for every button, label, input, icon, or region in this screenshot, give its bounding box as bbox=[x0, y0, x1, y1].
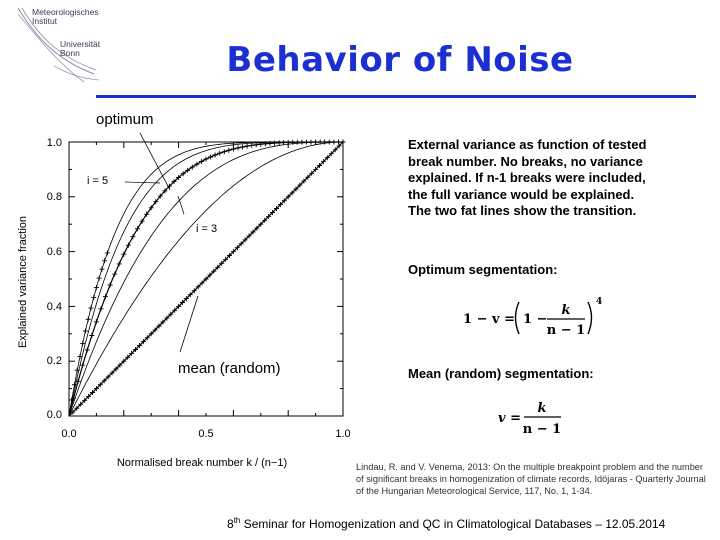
y-axis-label: Explained variance fraction bbox=[17, 215, 29, 349]
optimum-marker bbox=[240, 145, 245, 150]
optimum-marker bbox=[313, 140, 318, 145]
label-i5: i = 5 bbox=[87, 175, 109, 187]
eq-mean-lhs: v = bbox=[498, 411, 521, 426]
optimum-heading: Optimum segmentation: bbox=[408, 262, 558, 277]
i5-marker bbox=[99, 267, 104, 272]
optimum-marker bbox=[99, 306, 104, 311]
x-tick-label: 1.0 bbox=[335, 428, 351, 440]
optimum-marker bbox=[204, 157, 209, 162]
optimum-marker bbox=[135, 226, 140, 231]
logo-text-line4: Bonn bbox=[60, 48, 80, 58]
label-i3: i = 3 bbox=[196, 223, 218, 235]
footer-sup: th bbox=[233, 516, 241, 525]
y-tick-label: 0.4 bbox=[46, 301, 62, 313]
x-tick-label: 0.5 bbox=[198, 428, 214, 440]
optimum-marker bbox=[299, 140, 304, 145]
i5-marker bbox=[105, 250, 110, 255]
logo-text-line3: Universität bbox=[60, 39, 101, 49]
i5-marker bbox=[94, 285, 99, 290]
mean-random-label: mean (random) bbox=[178, 360, 281, 377]
optimum-marker bbox=[304, 140, 309, 145]
optimum-marker bbox=[331, 140, 336, 145]
logo-text-line2: Institut bbox=[32, 16, 58, 26]
y-tick-labels bbox=[47, 137, 62, 421]
eq-opt-den: n − 1 bbox=[546, 323, 586, 338]
optimum-marker bbox=[80, 363, 85, 368]
eq-mean-den: n − 1 bbox=[522, 422, 562, 437]
i5-marker bbox=[83, 329, 88, 334]
eq-opt-one: 1 − bbox=[523, 312, 548, 327]
optimum-marker bbox=[199, 159, 204, 164]
optimum-marker bbox=[236, 145, 241, 150]
optimum-marker bbox=[249, 143, 254, 148]
y-tick-label: 0.0 bbox=[46, 409, 62, 421]
slide-title: Behavior of Noise bbox=[226, 40, 574, 80]
variance-figure bbox=[0, 120, 400, 480]
footer-prefix: 8 bbox=[227, 517, 234, 531]
x-axis-label: Normalised break number k / (n−1) bbox=[116, 457, 288, 469]
optimum-marker bbox=[222, 149, 227, 154]
optimum-marker bbox=[85, 347, 90, 352]
eq-opt-lhs: 1 − v = bbox=[463, 312, 515, 327]
eq-opt-exp: 4 bbox=[596, 297, 603, 307]
eq-mean-num: k bbox=[537, 401, 547, 416]
i5-pointer bbox=[125, 182, 160, 183]
y-tick-label: 0.6 bbox=[46, 246, 62, 258]
optimum-marker bbox=[121, 252, 126, 257]
optimum-marker bbox=[295, 140, 300, 145]
x-tick-labels bbox=[61, 428, 350, 440]
optimum-marker bbox=[208, 155, 213, 160]
optimum-marker bbox=[130, 234, 135, 239]
y-tick-label: 0.8 bbox=[46, 191, 62, 203]
citation-text: Lindau, R. and V. Venema, 2013: On the multiple breakpoint problem and the number of significant breaks in homogenization of climate records, Idöjaras - Quarterly Journal of the Hungarian Meteorological Service, 117, No. 1, 1-34. bbox=[356, 462, 706, 496]
optimum-marker bbox=[126, 243, 131, 248]
title-rule bbox=[96, 95, 696, 98]
eq-opt-num: k bbox=[561, 303, 571, 318]
i5-marker bbox=[97, 276, 102, 281]
mean-heading: Mean (random) segmentation: bbox=[408, 366, 594, 381]
i5-marker bbox=[86, 317, 91, 322]
optimum-marker bbox=[245, 144, 250, 149]
logo-text-line1: Meteorologisches bbox=[32, 7, 99, 17]
optimum-marker bbox=[217, 151, 222, 156]
i5-marker bbox=[88, 306, 93, 311]
i5-marker bbox=[80, 341, 85, 346]
optimum-marker bbox=[89, 333, 94, 338]
optimum-marker bbox=[108, 283, 113, 288]
plot-content bbox=[69, 133, 346, 416]
y-tick-label: 0.2 bbox=[46, 355, 62, 367]
optimum-marker bbox=[103, 294, 108, 299]
optimum-marker bbox=[309, 140, 314, 145]
optimum-marker bbox=[226, 148, 231, 153]
optimum-marker bbox=[277, 140, 282, 145]
optimum-marker bbox=[112, 272, 117, 277]
description-text: External variance as function of tested break number. No breaks, no variance explained. If n-1 breaks were included, the full variance would be explained. The two fat lines show the transition. bbox=[408, 137, 647, 219]
y-tick-label: 1.0 bbox=[46, 137, 62, 149]
optimum-marker bbox=[94, 319, 99, 324]
optimum-equation bbox=[455, 292, 615, 342]
i5-marker bbox=[91, 295, 96, 300]
optimum-label: optimum bbox=[96, 111, 154, 128]
footer bbox=[227, 516, 665, 531]
footer-text: Seminar for Homogenization and QC in Climatological Databases – 12.05.2014 bbox=[240, 517, 666, 531]
optimum-marker bbox=[272, 141, 277, 146]
optimum-marker bbox=[231, 147, 236, 152]
optimum-marker bbox=[336, 140, 341, 145]
optimum-marker bbox=[327, 140, 332, 145]
x-tick-label: 0.0 bbox=[61, 428, 77, 440]
mean-equation bbox=[490, 395, 570, 440]
optimum-marker bbox=[117, 261, 122, 266]
i5-marker bbox=[102, 258, 107, 263]
optimum-marker bbox=[213, 153, 218, 158]
